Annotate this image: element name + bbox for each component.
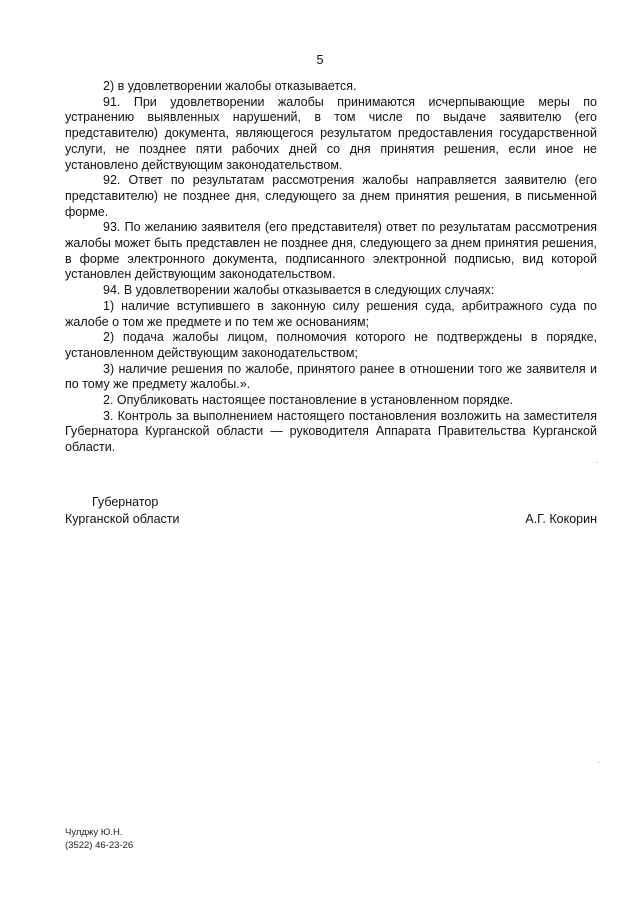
executor-name: Чулджу Ю.Н. [65, 827, 123, 838]
paragraph: 2) подача жалобы лицом, полномочия которого не подтверждены в порядке, установленном действующим законодательством; [65, 330, 597, 360]
page-number: 5 [316, 53, 324, 67]
paragraph: 3. Контроль за выполнением настоящего постановления возложить на заместителя Губернатора Курганской области — руководителя Аппарата Правительства Курганской области. [65, 408, 597, 455]
scan-speck [598, 762, 599, 763]
signatory-name: А.Г. Кокорин [525, 512, 597, 526]
document-body [65, 79, 597, 456]
paragraph: 92. Ответ по результатам рассмотрения жалобы направляется заявителю (его представителю) не позднее дня, следующего за днем принятия решения, в письменной форме. [65, 173, 597, 219]
paragraph: 2) в удовлетворении жалобы отказывается. [103, 79, 357, 93]
paragraph: 93. По желанию заявителя (его представителя) ответ по результатам рассмотрения жалобы может быть представлен не позднее дня, следующего за днем принятия решения, в форме электронного документа, подписанного электронной подписью, вид которой установлен действующим законодательством. [65, 220, 597, 282]
signatory-region: Курганской области [65, 512, 180, 526]
signature-block [65, 494, 597, 528]
paragraph: 3) наличие решения по жалобе, принятого ранее в отношении того же заявителя и по тому же предмету жалобы.». [65, 361, 597, 392]
scan-speck [596, 462, 597, 463]
signatory-title: Губернатор [92, 495, 159, 509]
paragraph: 91. При удовлетворении жалобы принимаются исчерпывающие меры по устранению выявленных нарушений, в том числе по выдаче заявителю (его представителю) документа, являющегося результатом предоставления государственной услуги, не позднее пяти рабочих дней со дня принятия решения, если иное не установлено действующим законодательством. [65, 94, 597, 172]
paragraph: 94. В удовлетворении жалобы отказывается в следующих случаях: [103, 283, 495, 298]
paragraph: 1) наличие вступившего в законную силу решения суда, арбитражного суда по жалобе о том же предмете и по тем же основаниям; [65, 298, 597, 329]
executor-footer [65, 826, 133, 852]
paragraph: 2. Опубликовать настоящее постановление в установленном порядке. [103, 393, 514, 408]
executor-phone: (3522) 46-23-26 [65, 840, 134, 851]
